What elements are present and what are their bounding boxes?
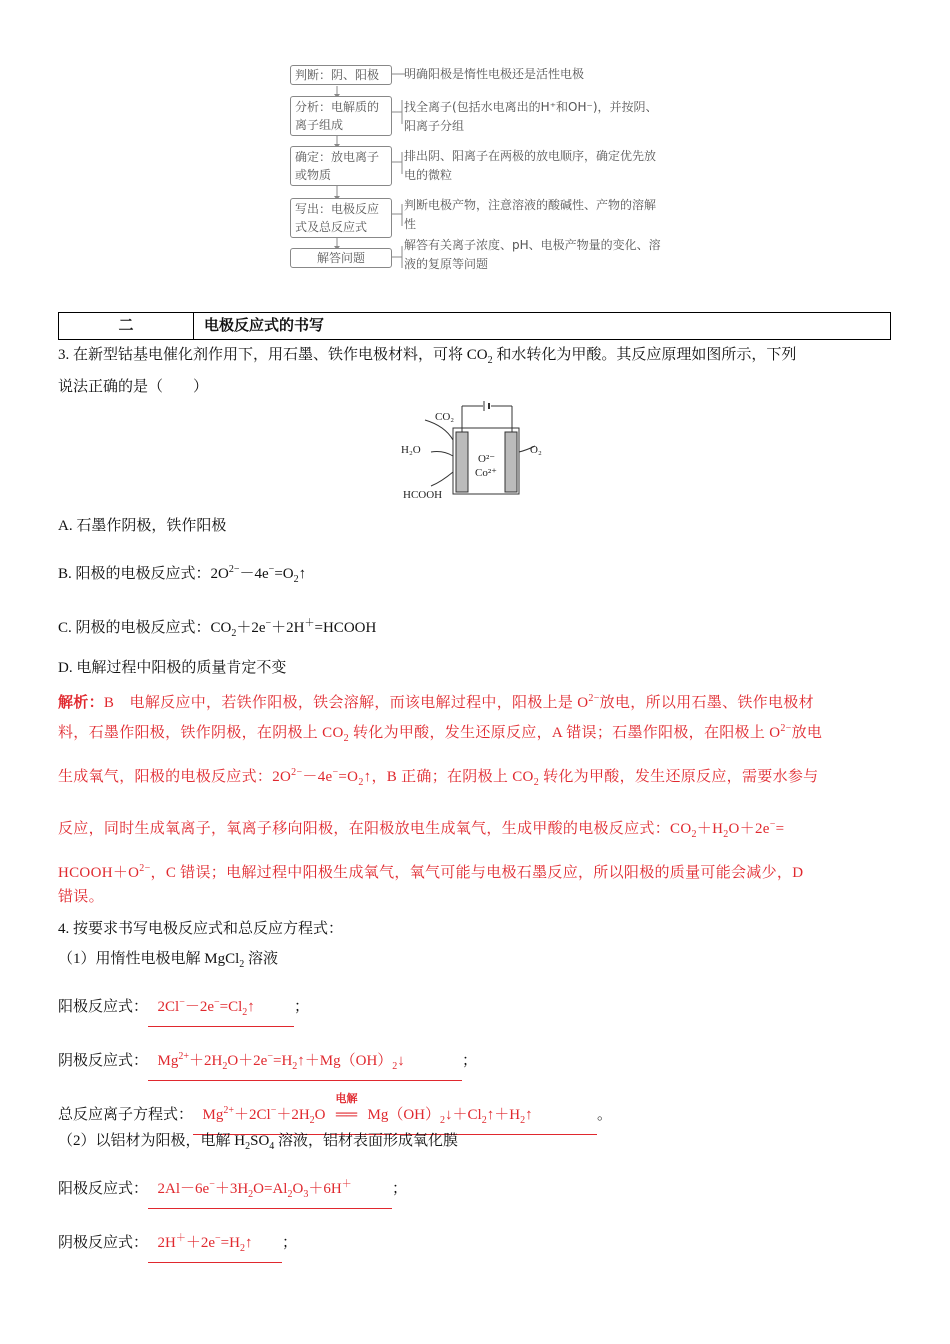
electrolysis-diagram bbox=[395, 398, 555, 508]
label-co2: CO₂ bbox=[435, 411, 455, 423]
flow-step-1-note: 明确阳极是惰性电极还是活性电极 bbox=[404, 67, 585, 81]
q4-part1: （1）用惰性电极电解 MgCl$_2$ 溶液 bbox=[58, 951, 279, 970]
q4-part1-total: 总反应离子方程式： $Mg^{2+}+2Cl^-+2H_2O$ 电解 ══ $Mg(OH)_2↓+Cl_2↑+H_2↑$ 。 bbox=[58, 1098, 612, 1135]
flow-step-3-box: 确定：放电离子或物质 bbox=[290, 146, 392, 186]
label-h2o: H₂O bbox=[401, 444, 421, 456]
q4-part1-anode-answer: $2Cl^--2e^-=Cl_2↑$ bbox=[148, 990, 294, 1027]
q4-part2-anode: 阳极反应式： $2Al-6e^-+3H_2O=Al_2O_3+6H^+$ ； bbox=[58, 1172, 407, 1209]
q3-option-a: A. 石墨作阴极，铁作阳极 bbox=[58, 518, 227, 534]
q4-part2-anode-answer: $2Al-6e^-+3H_2O=Al_2O_3+6H^+$ bbox=[148, 1172, 392, 1209]
label-o2: O₂ bbox=[530, 444, 542, 456]
label-ion-co: Co²⁺ bbox=[475, 467, 497, 479]
section-number: 二 bbox=[59, 313, 194, 339]
q4-part2-cathode-answer: $2H^++2e^-=H_2↑$ bbox=[148, 1226, 282, 1263]
flow-step-5-box: 解答问题 bbox=[290, 248, 392, 268]
flow-step-1-box: 判断：阴、阳极 bbox=[290, 65, 392, 85]
q3-option-b: B. 阳极的电极反应式：$2O^{2-}-4e^-=O_2↑$ bbox=[58, 564, 307, 585]
q4-part1-cathode-answer: $Mg^{2+}+2H_2O+2e^-=H_2↑+Mg(OH)_2↓$ bbox=[148, 1044, 462, 1081]
flow-step-3-note: 排出阴、阳离子在两极的放电顺序，确定优先放电的微粒 bbox=[404, 149, 657, 182]
q3-option-c: C. 阴极的电极反应式：$CO_2+2e^-+2H^+=HCOOH$ bbox=[58, 618, 377, 639]
label-ion-o: O²⁻ bbox=[478, 453, 496, 465]
q4-part1-total-answer: $Mg^{2+}+2Cl^-+2H_2O$ 电解 ══ $Mg(OH)_2↓+Cl_2↑+H_2↑$ bbox=[193, 1098, 597, 1135]
q4-part2-cathode: 阴极反应式： $2H^++2e^-=H_2↑$ ； bbox=[58, 1226, 297, 1263]
flow-step-4-box: 写出：电极反应式及总反应式 bbox=[290, 198, 392, 238]
q4-part1-anode: 阳极反应式： $2Cl^--2e^-=Cl_2↑$ ； bbox=[58, 990, 309, 1027]
flow-step-2-box: 分析：电解质的离子组成 bbox=[290, 96, 392, 136]
graphite-electrode bbox=[456, 432, 468, 492]
electrolysis-condition: 电解 bbox=[335, 1092, 358, 1105]
q3-stem: 3. 在新型钴基电催化剂作用下，用石墨、铁作电极材料，可将 $CO_2$ 和水转化为甲酸。其反应原理如图所示，下列 说法正确的是（ ） bbox=[58, 347, 797, 395]
q4-part1-cathode: 阴极反应式： $Mg^{2+}+2H_2O+2e^-=H_2↑+Mg(OH)_2↓$ ； bbox=[58, 1044, 477, 1081]
q4-part2: （2）以铝材为阳极，电解 $H_2SO_4$ 溶液，铝材表面形成氧化膜 bbox=[58, 1133, 459, 1152]
label-hcooh: HCOOH bbox=[403, 489, 443, 501]
section-header bbox=[58, 312, 891, 340]
q3-analysis: 解析：B 电解反应中，若铁作阳极，铁会溶解，而该电解过程中，阳极上是 $O^{2-}$放电，所以用石墨、铁作电极材 料，石墨作阳极，铁作阴极，在阴极上 $CO_2$ 转化为甲酸，发生还原反应，A 错误；石墨作阳极，在阳极上 $O^{2-}$放电 生成氧气，阳极的电极反应式：$2O^{2-}-4e^-=O_2↑$，B 正确；在阴极上 $CO_2$ 转化为甲酸，发生还原反应，需要水参与 反应，同时生成氧离子，氧离子移向阳极，在阳极放电生成氧气，生成甲酸的电极反应式：$CO_2+H_2O+2e^-=$ $HCOOH+O^{2-}$，C 错误；电解过程中阳极生成氧气，氧气可能与电极石墨反应，所以阳极的质量可能会减少，D 错误。 bbox=[58, 693, 823, 905]
flow-step-4-note: 判断电极产物，注意溶液的酸碱性、产物的溶解性 bbox=[404, 198, 657, 231]
flow-step-2-note: 找全离子(包括水电离出的H⁺和OH⁻)，并按阴、阳离子分组 bbox=[404, 100, 658, 133]
section-title: 电极反应式的书写 bbox=[204, 316, 325, 334]
iron-electrode bbox=[505, 432, 517, 492]
q3-option-d: D. 电解过程中阳极的质量肯定不变 bbox=[58, 660, 287, 676]
flow-step-5-note: 解答有关离子浓度、pH、电极产物量的变化、溶液的复原等问题 bbox=[404, 238, 661, 271]
q4-stem: 4. 按要求书写电极反应式和总反应方程式： bbox=[58, 921, 344, 937]
